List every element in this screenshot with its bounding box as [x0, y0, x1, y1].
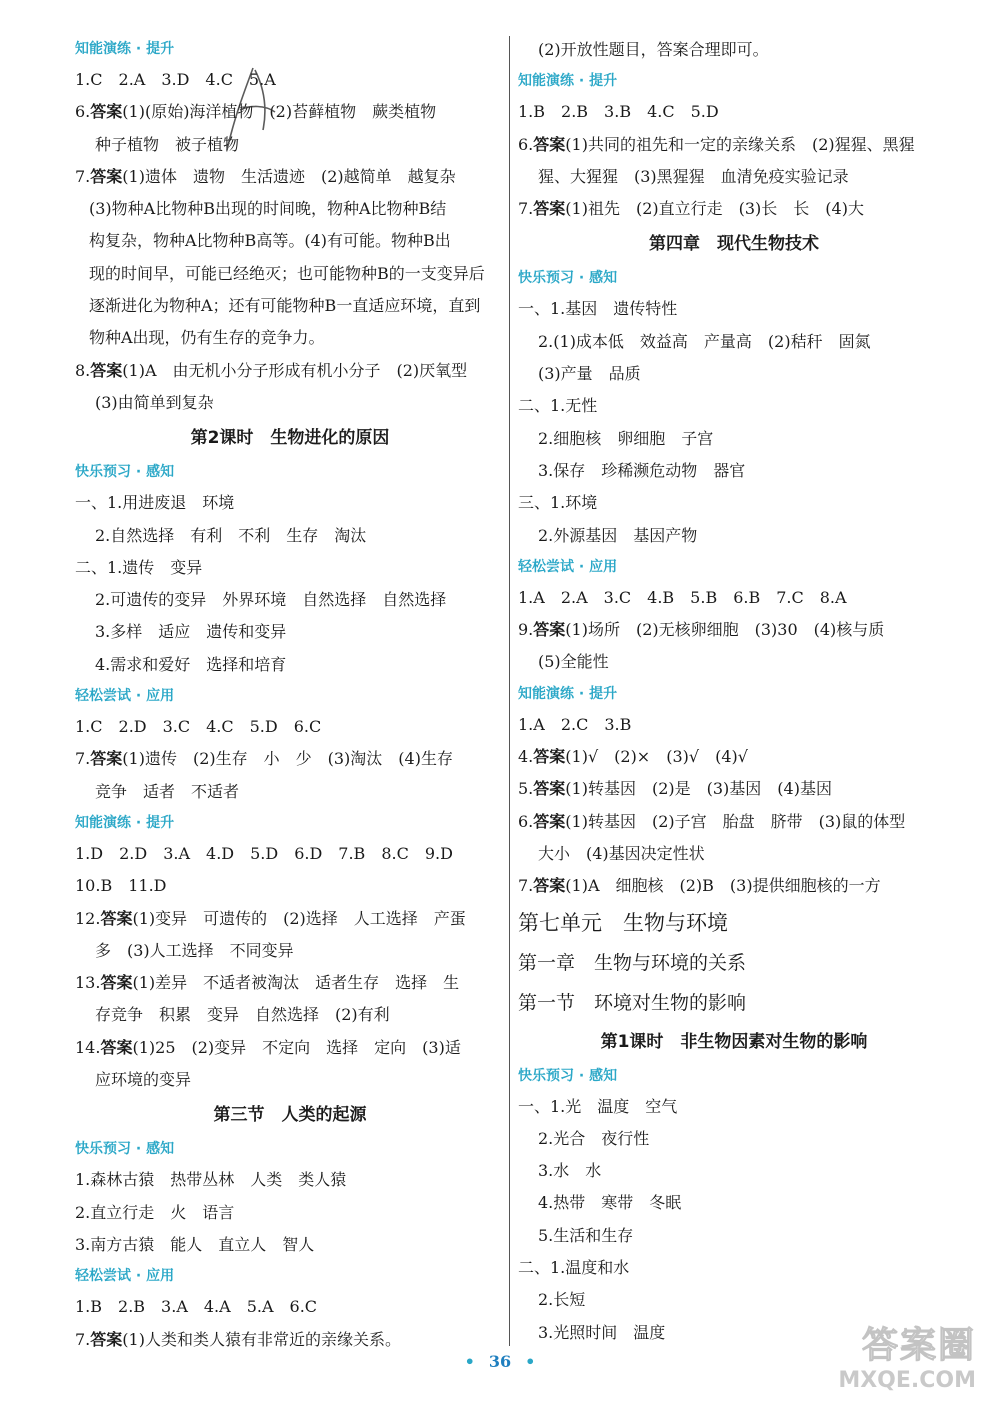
- question-number: 9.: [518, 620, 534, 640]
- answer-line: [75, 838, 505, 870]
- answer-line: [75, 711, 505, 743]
- line-text: 物种A出现，仍有生存的竞争力。: [89, 328, 325, 348]
- answer-line: [518, 129, 950, 161]
- answer-line-indent: [518, 646, 950, 678]
- answer-label: 答案: [100, 973, 133, 993]
- line-text: 3.南方古猿 能人 直立人 智人: [75, 1234, 315, 1254]
- line-text: 二、1.温度和水: [518, 1258, 630, 1278]
- answer-label: 答案: [533, 620, 566, 640]
- answer-line: [75, 903, 505, 935]
- unit-title: [518, 903, 950, 943]
- line-text: 猩、大猩猩 (3)黑猩猩 血清免疫实验记录: [538, 166, 849, 186]
- line-text: 快乐预习 · 感知: [75, 1141, 175, 1158]
- line-text: 多 (3)人工选择 不同变异: [95, 940, 294, 960]
- answer-line-indent: [518, 326, 950, 358]
- question-number: 12.: [75, 908, 101, 928]
- line-text: (1)遗传 (2)生存 小 少 (3)淘汰 (4)生存: [122, 749, 453, 769]
- line-text: 构复杂，物种A比物种B高等。(4)有可能。物种B出: [89, 231, 451, 251]
- answer-line-indent: [518, 358, 950, 390]
- line-text: 2.自然选择 有利 不利 生存 淘汰: [95, 525, 367, 545]
- section-heading: [75, 681, 505, 711]
- answer-line: [75, 1032, 505, 1064]
- line-text: 1.森林古猿 热带丛林 人类 类人猿: [75, 1170, 347, 1190]
- answer-line: [518, 1091, 950, 1123]
- line-text: 第1课时 非生物因素对生物的影响: [600, 1031, 868, 1052]
- right-column: [518, 34, 950, 1349]
- page-number-footer: • 36 •: [464, 1352, 536, 1371]
- answer-label: 答案: [533, 747, 566, 767]
- line-text: 二、1.遗传 变异: [75, 557, 203, 577]
- line-text: (1)场所 (2)无核卵细胞 (3)30 (4)核与质: [565, 620, 885, 640]
- question-number: 6.: [518, 134, 534, 154]
- answer-line: [518, 741, 950, 773]
- line-text: (1)25 (2)变异 不定向 选择 定向 (3)适: [132, 1037, 461, 1057]
- line-text: 快乐预习 · 感知: [75, 464, 175, 481]
- section-heading: [518, 679, 950, 709]
- answer-line: [518, 870, 950, 902]
- line-text: (1)A 由无机小分子形成有机小分子 (2)厌氧型: [122, 360, 468, 380]
- line-text: 第一章 生物与环境的关系: [518, 951, 747, 974]
- line-text: 轻松尝试 · 应用: [518, 558, 618, 575]
- answer-line-indent: [75, 1064, 505, 1096]
- line-text: 应环境的变异: [95, 1070, 192, 1090]
- question-number: 14.: [75, 1037, 101, 1057]
- line-text: (2)开放性题目，答案合理即可。: [538, 40, 769, 59]
- line-text: 1.B 2.B 3.B 4.C 5.D: [518, 102, 719, 122]
- line-text: (1)转基因 (2)子宫 胎盘 脐带 (3)鼠的体型: [565, 811, 906, 831]
- answer-line: [518, 614, 950, 646]
- line-text: 快乐预习 · 感知: [518, 270, 618, 287]
- answer-line-indent: [518, 423, 950, 455]
- answer-line: [518, 487, 950, 519]
- section-heading: [75, 457, 505, 487]
- lesson-title: [518, 225, 950, 263]
- line-text: 1.A 2.C 3.B: [518, 714, 632, 734]
- column-divider: [509, 36, 510, 1346]
- answer-line: [518, 193, 950, 225]
- line-text: (1)A 细胞核 (2)B (3)提供细胞核的一方: [565, 876, 881, 896]
- line-text: 逐渐进化为物种A；还有可能物种B一直适应环境，直到: [89, 296, 481, 316]
- line-text: 1.D 2.D 3.A 4.D 5.D 6.D 7.B 8.C 9.D: [75, 843, 453, 863]
- answer-label: 答案: [533, 876, 566, 896]
- line-text: 知能演练 · 提升: [75, 814, 175, 831]
- section-heading: [75, 1261, 505, 1291]
- question-number: 7.: [75, 166, 91, 186]
- answer-label: 答案: [533, 811, 566, 831]
- line-text: (1)转基因 (2)是 (3)基因 (4)基因: [565, 779, 832, 799]
- answer-line-indent: [75, 520, 505, 552]
- line-text: 2.外源基因 基因产物: [538, 525, 698, 545]
- answer-line: [75, 1229, 505, 1261]
- line-text: 4.需求和爱好 选择和培育: [95, 654, 287, 674]
- line-text: 竞争 适者 不适者: [95, 781, 240, 801]
- answer-line-indent: [518, 1220, 950, 1252]
- watermark-title: 答案圈: [861, 1325, 976, 1366]
- answer-line-cont: [75, 322, 505, 354]
- answer-line: [75, 1324, 505, 1356]
- line-text: 2.(1)成本低 效益高 产量高 (2)秸秆 固氮: [538, 331, 871, 351]
- line-text: 2.可遗传的变异 外界环境 自然选择 自然选择: [95, 590, 447, 610]
- line-text: 快乐预习 · 感知: [518, 1067, 618, 1084]
- line-text: 3.多样 适应 遗传和变异: [95, 622, 287, 642]
- left-column: [75, 34, 505, 1356]
- line-text: 轻松尝试 · 应用: [75, 688, 175, 705]
- answer-line: [75, 1291, 505, 1323]
- line-text: 三、1.环境: [518, 493, 598, 513]
- line-text: 轻松尝试 · 应用: [75, 1268, 175, 1285]
- line-text: (3)由简单到复杂: [95, 392, 214, 412]
- question-number: 7.: [75, 1329, 91, 1349]
- question-number: 4.: [518, 747, 534, 767]
- answer-line-cont: [75, 193, 505, 225]
- line-text: (1)遗体 遗物 生活遗迹 (2)越简单 越复杂: [122, 166, 456, 186]
- line-text: 二、1.无性: [518, 396, 598, 416]
- line-text: 3.光照时间 温度: [538, 1322, 666, 1342]
- answer-line-cont: [75, 258, 505, 290]
- line-text: 第四章 现代生物技术: [649, 234, 819, 255]
- line-text: 一、1.光 温度 空气: [518, 1096, 678, 1116]
- line-text: (1)变异 可遗传的 (2)选择 人工选择 产蛋: [132, 908, 466, 928]
- page-number: 36: [488, 1352, 512, 1371]
- line-text: 种子植物 被子植物: [95, 134, 240, 154]
- answer-line-indent: [75, 649, 505, 681]
- answer-label: 答案: [90, 749, 123, 769]
- line-text: 第三节 人类的起源: [213, 1105, 367, 1126]
- line-text: (3)物种A比物种B出现的时间晚，物种A比物种B结: [89, 199, 447, 219]
- answer-line-indent: [518, 838, 950, 870]
- answer-line-indent: [75, 616, 505, 648]
- line-text: (1)差异 不适者被淘汰 适者生存 选择 生: [132, 973, 460, 993]
- answer-label: 答案: [90, 1329, 123, 1349]
- question-number: 7.: [518, 199, 534, 219]
- line-text: 3.保存 珍稀濒危动物 器官: [538, 460, 746, 480]
- line-text: 1.C 2.A 3.D 4.C 5.A: [75, 70, 276, 89]
- line-text: 第一节 环境对生物的影响: [518, 991, 747, 1014]
- answer-line: [518, 293, 950, 325]
- answer-line-cont: [75, 290, 505, 322]
- line-text: 第2课时 生物进化的原因: [190, 428, 390, 449]
- answer-line: [518, 1252, 950, 1284]
- question-number: 7.: [75, 749, 91, 769]
- line-text: 现的时间早，可能已经绝灭；也可能物种B的一支变异后: [89, 263, 485, 283]
- line-text: 知能演练 · 提升: [75, 41, 175, 57]
- answer-label: 答案: [90, 360, 123, 380]
- answer-line: [518, 96, 950, 128]
- line-text: 第七单元 生物与环境: [518, 910, 728, 935]
- chapter-title: [518, 943, 950, 983]
- answer-line: [518, 773, 950, 805]
- answer-line-indent: [518, 1123, 950, 1155]
- line-text: 一、1.基因 遗传特性: [518, 299, 678, 319]
- line-text: 存竞争 积累 变异 自然选择 (2)有利: [95, 1005, 390, 1025]
- answer-label: 答案: [90, 102, 123, 122]
- line-text: 3.水 水: [538, 1161, 602, 1181]
- section-heading: [75, 1134, 505, 1164]
- line-text: 大小 (4)基因决定性状: [538, 843, 705, 863]
- answer-line-indent: [75, 584, 505, 616]
- answer-line-indent: [75, 776, 505, 808]
- lesson-title: [518, 1023, 950, 1061]
- answer-line: [75, 1164, 505, 1196]
- chapter-title: [518, 983, 950, 1023]
- section-heading: [518, 263, 950, 293]
- line-text: 2.直立行走 火 语言: [75, 1202, 235, 1222]
- answer-line-indent: [518, 34, 950, 66]
- line-text: (3)产量 品质: [538, 364, 641, 384]
- question-number: 7.: [518, 876, 534, 896]
- answer-line: [75, 1197, 505, 1229]
- question-number: 6.: [518, 811, 534, 831]
- section-heading: [518, 552, 950, 582]
- line-text: (1)√ (2)× (3)√ (4)√: [565, 747, 748, 767]
- line-text: 2.光合 夜行性: [538, 1128, 650, 1148]
- question-number: 13.: [75, 973, 101, 993]
- answer-line: [75, 870, 505, 902]
- line-text: 2.长短: [538, 1290, 586, 1310]
- answer-line-indent: [75, 387, 505, 419]
- section-heading: [518, 66, 950, 96]
- section-heading: [75, 808, 505, 838]
- line-text: 1.A 2.A 3.C 4.B 5.B 6.B 7.C 8.A: [518, 587, 847, 607]
- answer-line: [75, 487, 505, 519]
- answer-line: [518, 582, 950, 614]
- line-text: 10.B 11.D: [75, 876, 167, 896]
- answer-label: 答案: [100, 908, 133, 928]
- answer-line-indent: [518, 1187, 950, 1219]
- answer-label: 答案: [533, 779, 566, 799]
- answer-label: 答案: [100, 1037, 133, 1057]
- pen-scribble-mark: [205, 60, 295, 170]
- answer-label: 答案: [533, 199, 566, 219]
- watermark-logo: [838, 1317, 976, 1393]
- line-text: (1)祖先 (2)直立行走 (3)长 长 (4)大: [565, 199, 864, 219]
- line-text: 1.C 2.D 3.C 4.C 5.D 6.C: [75, 717, 322, 737]
- answer-line-indent: [75, 999, 505, 1031]
- question-number: 5.: [518, 779, 534, 799]
- lesson-title: [75, 419, 505, 457]
- line-text: 5.生活和生存: [538, 1225, 634, 1245]
- line-text: (1)(原始)海洋植物 (2)苔藓植物 蕨类植物: [122, 102, 437, 122]
- line-text: 知能演练 · 提升: [518, 685, 618, 702]
- question-number: 8.: [75, 360, 91, 380]
- line-text: 4.热带 寒带 冬眠: [538, 1193, 682, 1213]
- answer-line-indent: [518, 161, 950, 193]
- line-text: (5)全能性: [538, 652, 609, 672]
- answer-line-indent: [75, 935, 505, 967]
- answer-line: [75, 355, 505, 387]
- section-heading: [518, 1061, 950, 1091]
- watermark-url: MXQE.COM: [838, 1368, 976, 1393]
- answer-label: 答案: [533, 134, 566, 154]
- answer-line-cont: [75, 225, 505, 257]
- answer-line: [75, 552, 505, 584]
- answer-line-indent: [518, 520, 950, 552]
- answer-line-indent: [518, 1284, 950, 1316]
- answer-line: [518, 390, 950, 422]
- lesson-title: [75, 1096, 505, 1134]
- line-text: 1.B 2.B 3.A 4.A 5.A 6.C: [75, 1297, 318, 1317]
- answer-line-indent: [518, 1155, 950, 1187]
- answer-line: [518, 709, 950, 741]
- answer-line: [518, 806, 950, 838]
- line-text: (1)人类和类人猿有非常近的亲缘关系。: [122, 1329, 401, 1349]
- answer-line-indent: [518, 455, 950, 487]
- answer-line: [75, 967, 505, 999]
- line-text: 一、1.用进废退 环境: [75, 493, 235, 513]
- answer-line: [75, 743, 505, 775]
- line-text: (1)共同的祖先和一定的亲缘关系 (2)猩猩、黑猩: [565, 134, 915, 154]
- line-text: 2.细胞核 卵细胞 子宫: [538, 428, 714, 448]
- answer-label: 答案: [90, 166, 123, 186]
- question-number: 6.: [75, 102, 91, 122]
- line-text: 知能演练 · 提升: [518, 73, 618, 90]
